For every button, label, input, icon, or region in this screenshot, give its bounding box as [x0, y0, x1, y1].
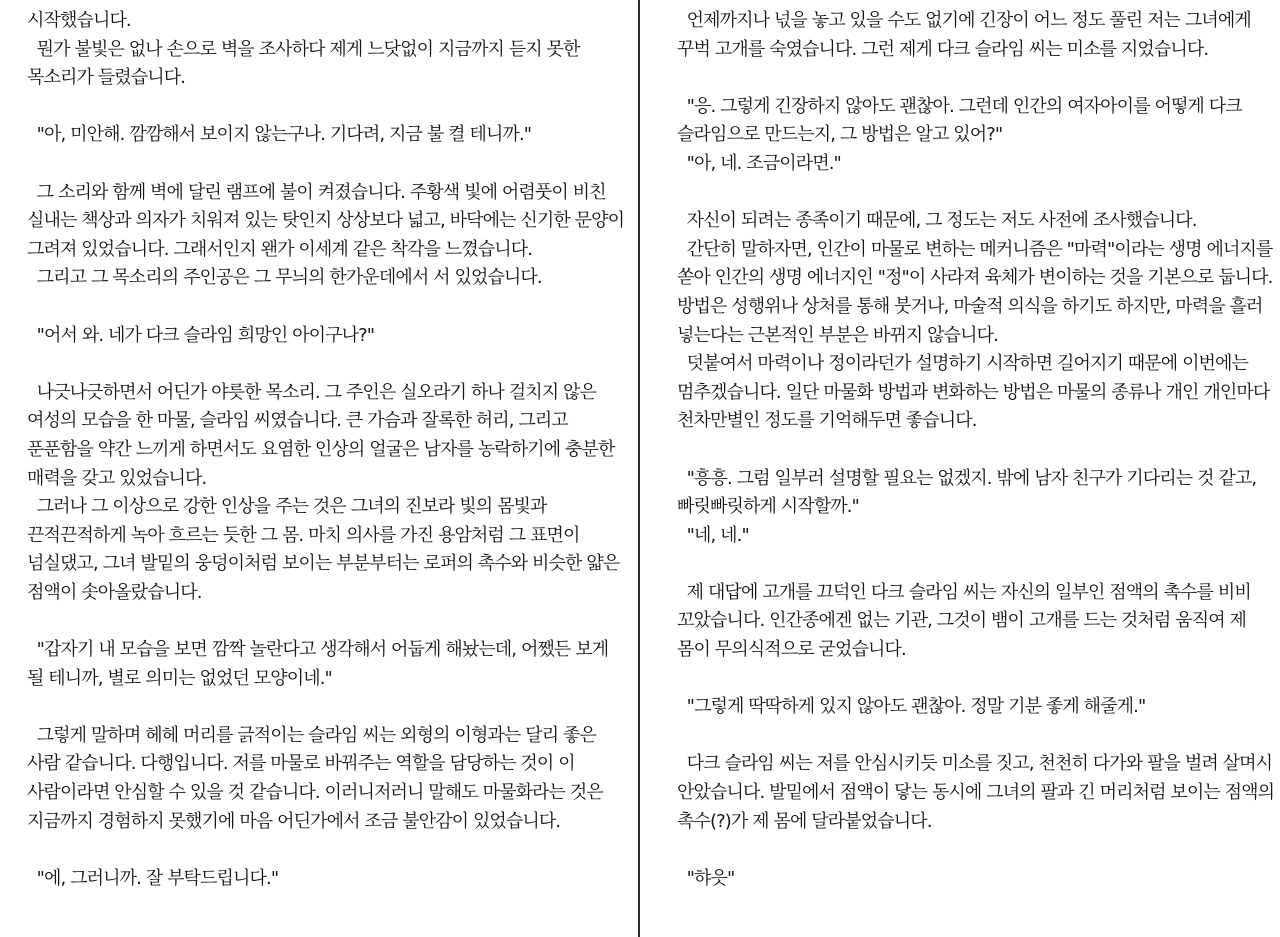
- blank-line: [27, 293, 640, 322]
- blank-line: [27, 350, 640, 379]
- paragraph: "흥흥. 그럼 일부러 설명할 필요는 없겠지. 밖에 남자 친구가 기다리는 것 같고, 빠릿빠릿하게 시작할까." "네, 네.": [677, 467, 1257, 546]
- paragraph: "햐읏": [677, 867, 735, 889]
- blank-line: [677, 64, 1280, 93]
- paragraph: 시작했습니다. 뭔가 불빛은 없나 손으로 벽을 조사하다 제게 느닷없이 지금까지 듣지 못한 목소리가 들렸습니다.: [27, 10, 580, 89]
- paragraph: "에, 그러니까. 잘 부탁드립니다.": [27, 867, 279, 889]
- paragraph: "그렇게 딱딱하게 있지 않아도 괜찮아. 정말 기분 좋게 해줄게.": [677, 696, 1146, 718]
- paragraph: 제 대답에 고개를 끄덕인 다크 슬라임 씨는 자신의 일부인 점액의 촉수를 비비 꼬았습니다. 인간종에겐 없는 기관, 그것이 뱀이 고개를 드는 것처럼 움직여 제 몸이 무의식적으로 굳었습니다.: [677, 581, 1251, 661]
- blank-line: [27, 93, 640, 122]
- paragraph: 그 소리와 함께 벽에 달린 램프에 불이 켜졌습니다. 주황색 빛에 어렴풋이 비친 실내는 책상과 의자가 치워져 있는 탓인지 상상보다 넓고, 바닥에는 신기한 문양이 그려져 있었습니다. 그래서인지 왠가 이세계 같은 착각을 느꼈습니다. 그리고 그 목소리의 주인공은 그 무늬의 한가운데에서 서 있었습니다.: [27, 181, 625, 289]
- blank-line: [677, 179, 1280, 208]
- blank-line: [677, 550, 1280, 579]
- blank-line: [677, 665, 1280, 694]
- paragraph: "어서 와. 네가 다크 슬라임 희망인 아이구나?": [27, 324, 375, 346]
- page-divider: [638, 0, 640, 937]
- paragraph: "응. 그렇게 긴장하지 않아도 괜찮아. 그런데 인간의 여자아이를 어떻게 다크 슬라임으로 만드는지, 그 방법은 알고 있어?" "아, 네. 조금이라면.": [677, 95, 1242, 174]
- right-page: [641, 0, 1280, 937]
- paragraph: 언제까지나 넋을 놓고 있을 수도 없기에 긴장이 어느 정도 풀린 저는 그녀에게 꾸벅 고개를 숙였습니다. 그런 제게 다크 슬라임 씨는 미소를 지었습니다.: [677, 10, 1251, 60]
- paragraph: "갑자기 내 모습을 보면 깜짝 놀란다고 생각해서 어둡게 해놨는데, 어쨌든 보게 될 테니까, 별로 의미는 없었던 모양이네.": [27, 639, 609, 689]
- paragraph: 자신이 되려는 종족이기 때문에, 그 정도는 저도 사전에 조사했습니다. 간단히 말하자면, 인간이 마물로 변하는 메커니즘은 "마력"이라는 생명 에너지를 쏟아 인간의 생명 에너지인 "정"이 사라져 육체가 변이하는 것을 기본으로 둡니다. 방법은 성행위나 상처를 통해 붓거나, 마술적 의식을 하기도 하지만, 마력을 흘러 넣는다는 근본적인 부분은 바뀌지 않습니다. 덧붙여서 마력이나 정이라던가 설명하기 시작하면 길어지기 때문에 이번에는 멈추겠습니다. 일단 마물화 방법과 변화하는 방법은 마물의 종류나 개인 개인마다 천차만별인 정도를 기억해두면 좋습니다.: [677, 210, 1273, 432]
- paragraph: 나긋나긋하면서 어딘가 야릇한 목소리. 그 주인은 실오라기 하나 걸치지 않은 여성의 모습을 한 마물, 슬라임 씨였습니다. 큰 가슴과 잘록한 허리, 그리고 푼푼함을 약간 느끼게 하면서도 요염한 인상의 얼굴은 남자를 농락하기에 충분한 매력을 갖고 있었습니다. 그러나 그 이상으로 강한 인상을 주는 것은 그녀의 진보라 빛의 몸빛과 끈적끈적하게 녹아 흐르는 듯한 그 몸. 마치 의사를 가진 용암처럼 그 표면이 넘실댔고, 그녀 발밑의 웅덩이처럼 보이는 부분부터는 로퍼의 촉수와 비슷한 얇은 점액이 솟아올랐습니다.: [27, 381, 620, 603]
- paragraph: "아, 미안해. 깜깜해서 보이지 않는구나. 기다려, 지금 불 켤 테니까.": [27, 124, 532, 146]
- blank-line: [27, 693, 640, 722]
- blank-line: [677, 836, 1280, 865]
- paragraph: 다크 슬라임 씨는 저를 안심시키듯 미소를 짓고, 천천히 다가와 팔을 벌려 살며시 안았습니다. 발밑에서 점액이 닿는 동시에 그녀의 팔과 긴 머리처럼 보이는 점액의 촉수(?)가 제 몸에 달라붙었습니다.: [677, 753, 1275, 832]
- blank-line: [677, 436, 1280, 465]
- blank-line: [677, 722, 1280, 751]
- blank-line: [27, 836, 640, 865]
- blank-line: [27, 150, 640, 179]
- blank-line: [27, 607, 640, 636]
- paragraph: 그렇게 말하며 헤헤 머리를 긁적이는 슬라임 씨는 외형의 이형과는 달리 좋은 사람 같습니다. 다행입니다. 저를 마물로 바꿔주는 역할을 담당하는 것이 이 사람이라면 안심할 수 있을 것 같습니다. 이러니저러니 말해도 마물화라는 것은 지금까지 경험하지 못했기에 마음 어딘가에서 조금 불안감이 있었습니다.: [27, 724, 603, 832]
